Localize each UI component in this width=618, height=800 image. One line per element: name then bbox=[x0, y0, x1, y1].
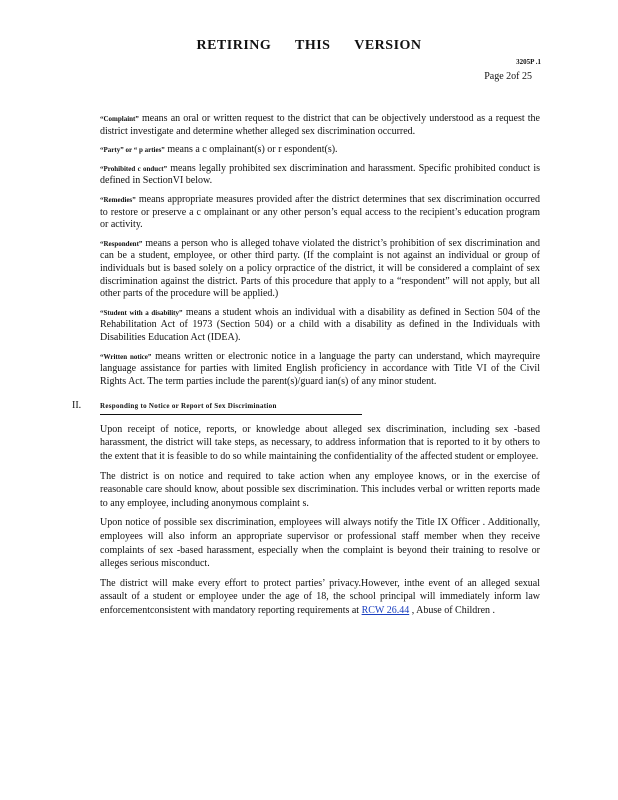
definition-party bbox=[100, 144, 540, 157]
section-heading: Responding to Notice or Report of Sex Discrimination bbox=[100, 400, 362, 415]
policy-code: 3205P .1 bbox=[516, 58, 541, 66]
section-header bbox=[72, 400, 540, 415]
definition-text: means a student whois an individual with a disability as defined in Section 504 of the Rehabilitation Act of 1973 (Section 504) or a child with a disability as defined in the Individuals with Disabilities Education Act (IDEA). bbox=[100, 306, 541, 343]
section-body bbox=[100, 423, 540, 618]
definition-prohibited-conduct bbox=[100, 163, 540, 188]
page-number: Page 2of 25 bbox=[484, 71, 532, 82]
definition-text: means appropriate measures provided after the district determines that sex discrimination occurred to restore or preserve a c omplainant or any other person’s equal access to the recipient’s education program or activity. bbox=[100, 193, 540, 231]
paragraph-text: The district will make every effort to protect parties’ privacy.However, inthe event of an alleged sexual assault of a student or employee under the age of 18, the school principal will immediately inform law enforcementconsistent with mandatory reporting requirements at bbox=[100, 577, 540, 616]
section-numeral: II. bbox=[72, 400, 82, 412]
definition-term: “Party” or “ p arties” bbox=[100, 146, 165, 155]
section-paragraph-last bbox=[100, 577, 540, 618]
section-paragraph: The district is on notice and required to take action when any employee knows, or in the exercise of reasonable care should know, about possible sex discrimination. This includes verbal or written reports made to any employee, including anonymous complaint s. bbox=[100, 470, 540, 509]
rcw-26-44-link[interactable]: RCW 26.44 bbox=[361, 605, 410, 616]
definition-student-with-disability bbox=[100, 307, 540, 345]
definition-text: means a person who is alleged tohave violated the district’s prohibition of sex discrimination and can be a student, employee, or other third party. (If the complaint is not against an individual or group of individuals but is based solely on a policy orpractice of the district, it will be considered a complaint of sex discrimination against the district. Parts of this procedure that apply to a “respondent” will not apply, but all other parts of the procedure will be applied.) bbox=[100, 237, 541, 300]
definition-complaint bbox=[100, 113, 540, 138]
retiring-banner: RETIRING THIS VERSION bbox=[196, 38, 422, 53]
definition-respondent bbox=[100, 238, 540, 301]
definition-text: means legally prohibited sex discrimination and harassment. Specific prohibited conduct is defined in SectionVI below. bbox=[100, 162, 541, 187]
paragraph-text: , Abuse of Children . bbox=[409, 605, 496, 616]
definition-term: “Remedies” bbox=[100, 195, 136, 204]
document-body bbox=[72, 113, 541, 624]
definition-term: “Student with a disability” bbox=[100, 308, 183, 317]
section-paragraph: Upon receipt of notice, reports, or knowledge about alleged sex discrimination, including sex -based harassment, the district will take steps, as necessary, to address information that is reported to it by others to the extent that it is feasible to do so while maintaining the confidentiality of the affected student or employee. bbox=[100, 423, 540, 463]
definition-text: means written or electronic notice in a language the party can understand, which mayrequire language assistance for parties with limited English proficiency in accordance with Title VI of the Civil Rights Act. The term parties include the parent(s)/guard ian(s) of any minor student. bbox=[100, 350, 541, 387]
definition-remedies bbox=[100, 194, 540, 232]
section-paragraph: Upon notice of possible sex discrimination, employees will always notify the Title IX Officer . Additionally, employees will also inform an appropriate supervisor or professional staff member when they receive complaints of sex -based harassment, especially when the complaint is beyond their training to resolve or alleges serious misconduct. bbox=[100, 517, 540, 570]
definition-term: “Prohibited c onduct” bbox=[100, 164, 168, 173]
definition-term: “Respondent” bbox=[100, 239, 143, 248]
definition-text: means an oral or written request to the district that can be objectively understood as a request the district investigate and determine whether alleged sex discrimination occurred. bbox=[100, 113, 540, 137]
definition-written-notice bbox=[100, 351, 540, 389]
definition-term: “Written notice” bbox=[100, 352, 152, 361]
definition-term: “Complaint” bbox=[100, 115, 139, 123]
definition-text: means a c omplainant(s) or r espondent(s). bbox=[167, 144, 338, 156]
